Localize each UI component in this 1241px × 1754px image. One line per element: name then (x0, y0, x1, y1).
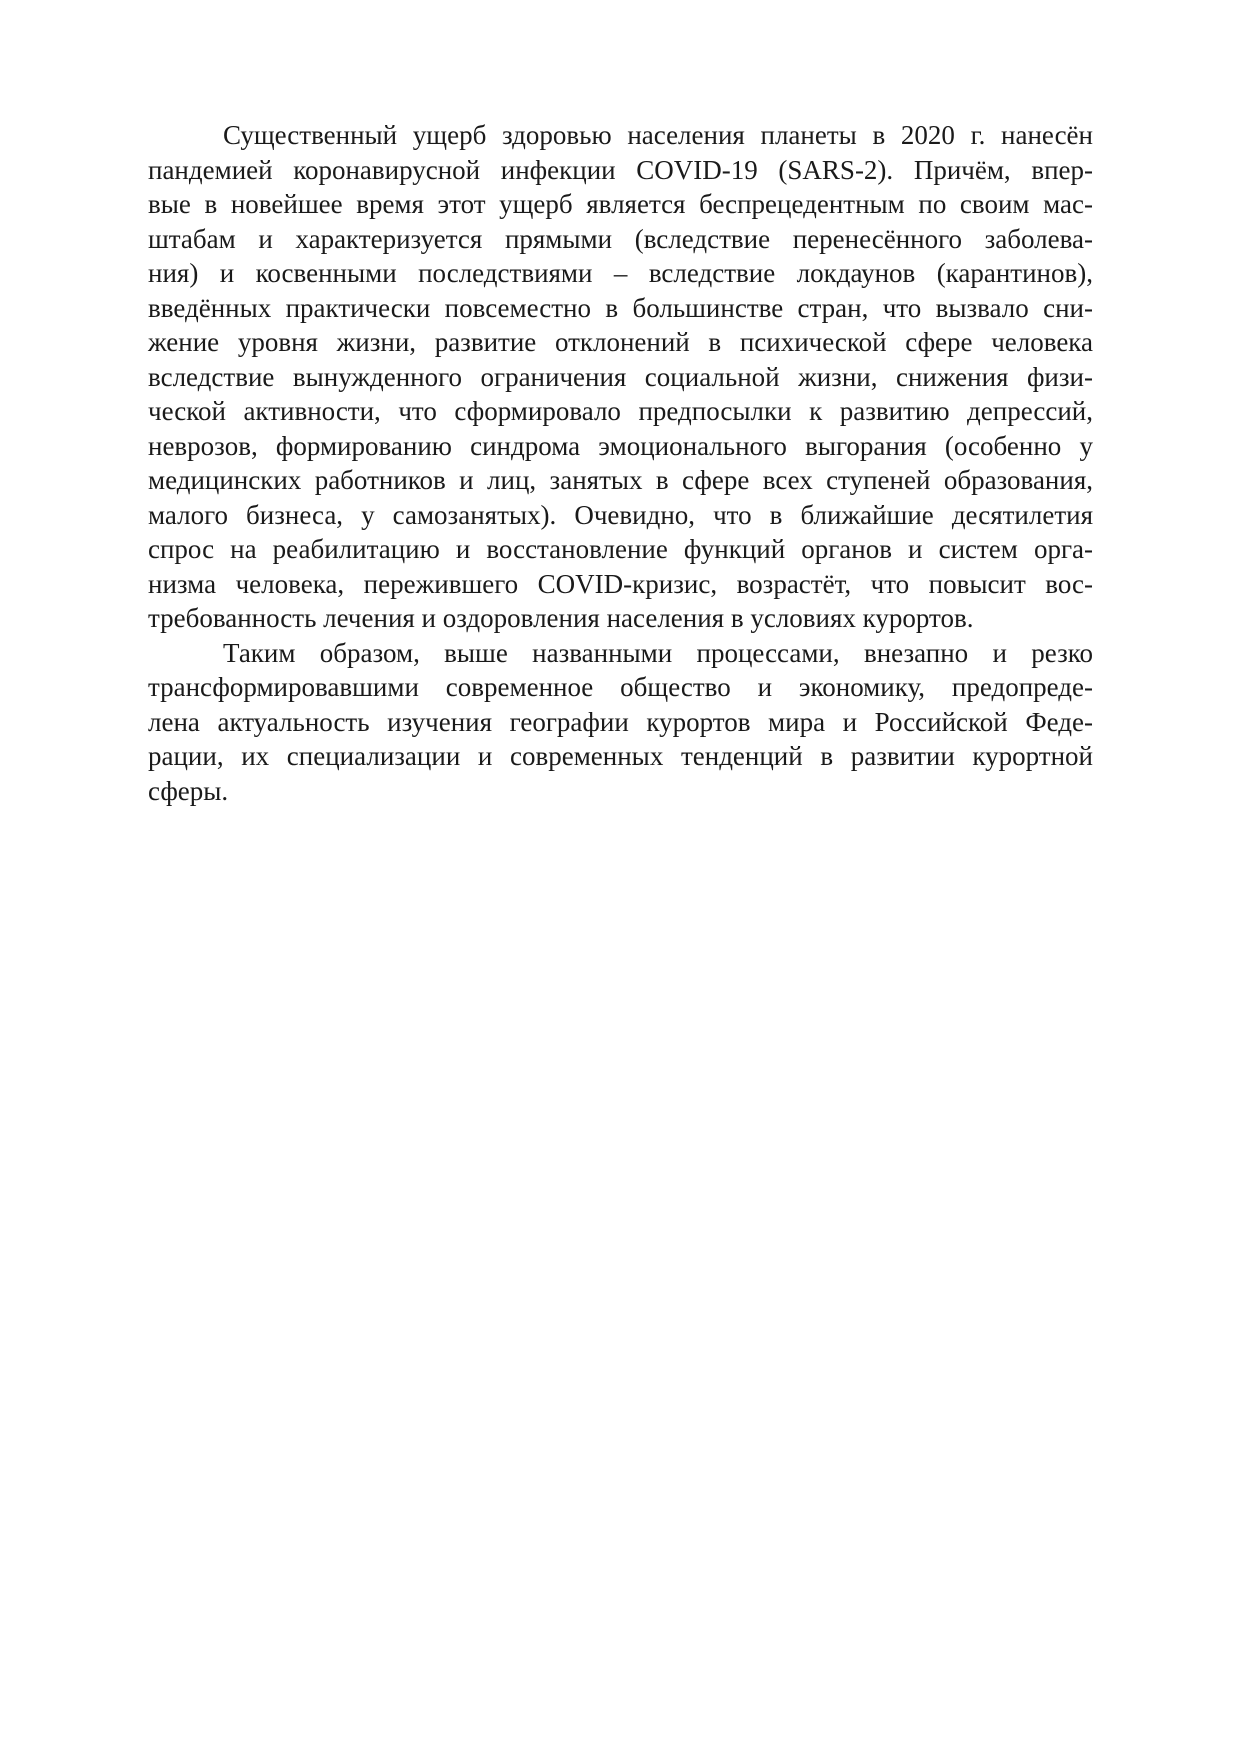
text-line: ния) и косвенными последствиями – вследствие локдаунов (карантинов), (148, 258, 1093, 288)
text-line: вые в новейшее время этот ущерб является беспрецедентным по своим мас- (148, 189, 1093, 219)
text-line: неврозов, формированию синдрома эмоционального выгорания (особенно у (148, 430, 1093, 461)
text-line: рации, их специализации и современных тенденций в развитии курортной (148, 741, 1093, 771)
text-line: лена актуальность изучения географии курортов мира и Российской Феде- (148, 706, 1093, 737)
text-line: медицинских работников и лиц, занятых в сфере всех ступеней образования, (148, 465, 1093, 495)
text-line: сферы. (148, 775, 229, 806)
text-line: Таким образом, выше названными процессами, внезапно и резко (223, 637, 1093, 668)
text-line: требованность лечения и оздоровления населения в условиях курортов. (148, 603, 974, 633)
body-text (148, 118, 1093, 808)
paragraph-2 (148, 636, 1093, 809)
text-line: вследствие вынужденного ограничения социальной жизни, снижения физи- (148, 361, 1093, 392)
text-line: жение уровня жизни, развитие отклонений в психической сфере человека (148, 327, 1093, 357)
text-line: спрос на реабилитацию и восстановление функций органов и систем орга- (148, 534, 1093, 564)
text-line: введённых практически повсеместно в большинстве стран, что вызвало сни- (148, 292, 1093, 323)
text-line: трансформировавшими современное общество и экономику, предопреде- (148, 672, 1093, 702)
text-line: штабам и характеризуется прямыми (вследствие перенесённого заболева- (148, 223, 1093, 254)
text-line: пандемией коронавирусной инфекции COVID-19 (SARS-2). Причём, впер- (148, 154, 1093, 185)
paragraph-1 (148, 118, 1093, 636)
text-line: Существенный ущерб здоровью населения планеты в 2020 г. нанесён (223, 120, 1093, 150)
text-line: ческой активности, что сформировало предпосылки к развитию депрессий, (148, 396, 1093, 426)
text-line: низма человека, пережившего COVID-кризис, возрастёт, что повысит вос- (148, 568, 1093, 599)
text-line: малого бизнеса, у самозанятых). Очевидно, что в ближайшие десятилетия (148, 499, 1093, 530)
